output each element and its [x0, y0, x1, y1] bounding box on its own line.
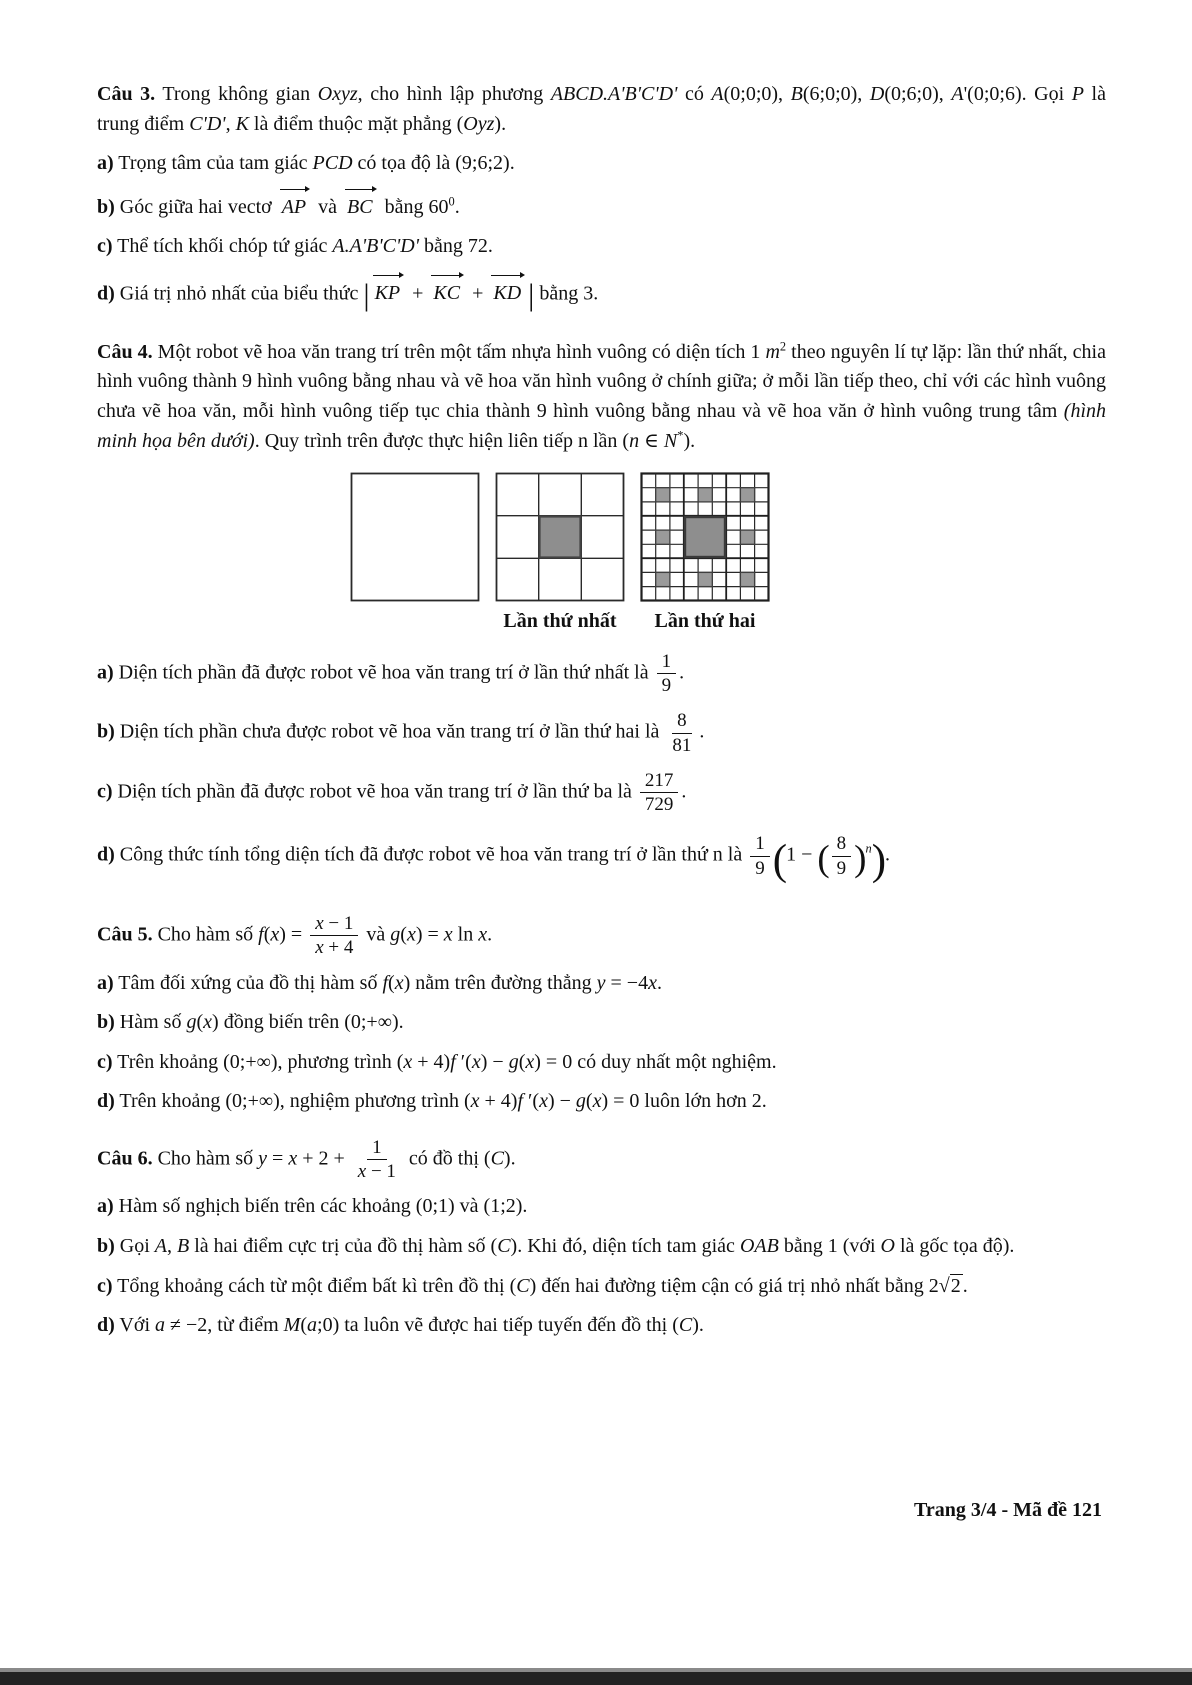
- question6-item-a: a) Hàm số nghịch biến trên các khoảng (0;1) và (1;2).: [97, 1195, 528, 1218]
- question3-intro: Câu 3. Trong không gian Oxyz, cho hình lập phương ABCD.A'B'C'D' có A(0;0;0), B(6;0;0), D(0;6;0), A'(0;0;6). Gọi P là trung điểm C'D', K là điểm thuộc mặt phẳng (Oyz).: [97, 83, 1106, 135]
- question3-item-d: d) Giá trị nhỏ nhất của biểu thức | KP + KC + KD | bằng 3.: [97, 276, 599, 312]
- figure-square-original: [350, 472, 480, 602]
- question6-intro: Câu 6. Cho hàm số y = x + 2 + $\frac{1}{x - 1}$ có đồ thị (C).: [97, 1136, 516, 1183]
- question3-item-a: a) Trọng tâm của tam giác PCD có tọa độ là (9;6;2).: [97, 152, 515, 175]
- figure-label-step2: Lần thứ hai: [654, 610, 756, 633]
- scan-edge-artifact: [0, 1672, 1192, 1685]
- question5-item-a: a) Tâm đối xứng của đồ thị hàm số f(x) nằm trên đường thẳng y = −4x.: [97, 971, 662, 994]
- question4-item-c: c) Diện tích phần đã được robot vẽ hoa văn trang trí ở lần thứ ba là $\frac{217}{729}$ .: [97, 769, 687, 816]
- square-step1-graphic: [495, 472, 625, 602]
- figure-square-step1: [495, 472, 625, 637]
- square-original-graphic: [350, 472, 480, 602]
- question6-item-b: b) Gọi A, B là hai điểm cực trị của đồ thị hàm số (C). Khi đó, diện tích tam giác OAB bằng 1 (với O là gốc tọa độ).: [97, 1235, 1015, 1258]
- question4-figure: [350, 472, 1106, 637]
- question5-intro: Câu 5. Cho hàm số f(x) = $\frac{x - 1}{x + 4}$ và g(x) = x ln x.: [97, 913, 493, 959]
- question5-item-c: c) Trên khoảng (0;+∞), phương trình (x + 4)f ′(x) − g(x) = 0 có duy nhất một nghiệm.: [97, 1050, 777, 1073]
- question6-item-c: c) Tổng khoảng cách từ một điểm bất kì trên đồ thị (C) đến hai đường tiệm cận có giá trị nhỏ nhất bằng 2√2 .: [97, 1274, 968, 1297]
- page-footer: Trang 3/4 - Mã đề 121: [914, 1499, 1102, 1521]
- figure-label-step1: Lần thứ nhất: [503, 610, 617, 633]
- question4-item-d: d) Công thức tính tổng diện tích đã được robot vẽ hoa văn trang trí ở lần thứ n là $\frac{1}{9}$ (1 − ( $\frac{8}{9}$ )$^n$).: [97, 833, 891, 885]
- question4-item-a: a) Diện tích phần đã được robot vẽ hoa văn trang trí ở lần thứ nhất là $\frac{1}{9}$ .: [97, 650, 685, 697]
- question5-item-b: b) Hàm số g(x) đồng biến trên (0;+∞).: [97, 1011, 404, 1034]
- question4-item-b: b) Diện tích phần chưa được robot vẽ hoa văn trang trí ở lần thứ hai là $\frac{8}{81}$ .: [97, 710, 705, 756]
- question3-item-c: c) Thể tích khối chóp tứ giác A.A'B'C'D' bằng 72.: [97, 235, 493, 258]
- question6-item-d: d) Với a ≠ −2, từ điểm M(a;0) ta luôn vẽ được hai tiếp tuyến đến đồ thị (C).: [97, 1314, 704, 1337]
- question4-intro: Câu 4. Một robot vẽ hoa văn trang trí trên một tấm nhựa hình vuông có diện tích 1 $m^2$ theo nguyên lí tự lặp: lần thứ nhất, chia hình vuông thành 9 hình vuông bằng nhau và vẽ hoa văn hình vuông ở chính giữa; ở mỗi lần tiếp theo, chỉ với các hình vuông chưa vẽ hoa văn, mỗi hình vuông tiếp tục chia thành 9 hình vuông bằng nhau và vẽ hoa văn ở hình vuông trung tâm (hình minh họa bên dưới). Quy trình trên được thực hiện liên tiếp n lần (n ∈ N*).: [97, 339, 1106, 452]
- question3-item-b: b) Góc giữa hai vectơ AP và BC bằng $60^0$.: [97, 189, 1106, 223]
- figure-square-step2: [640, 472, 770, 637]
- square-step2-graphic: [640, 472, 770, 602]
- question5-item-d: d) Trên khoảng (0;+∞), nghiệm phương trình (x + 4)f ′(x) − g(x) = 0 luôn lớn hơn 2.: [97, 1090, 767, 1113]
